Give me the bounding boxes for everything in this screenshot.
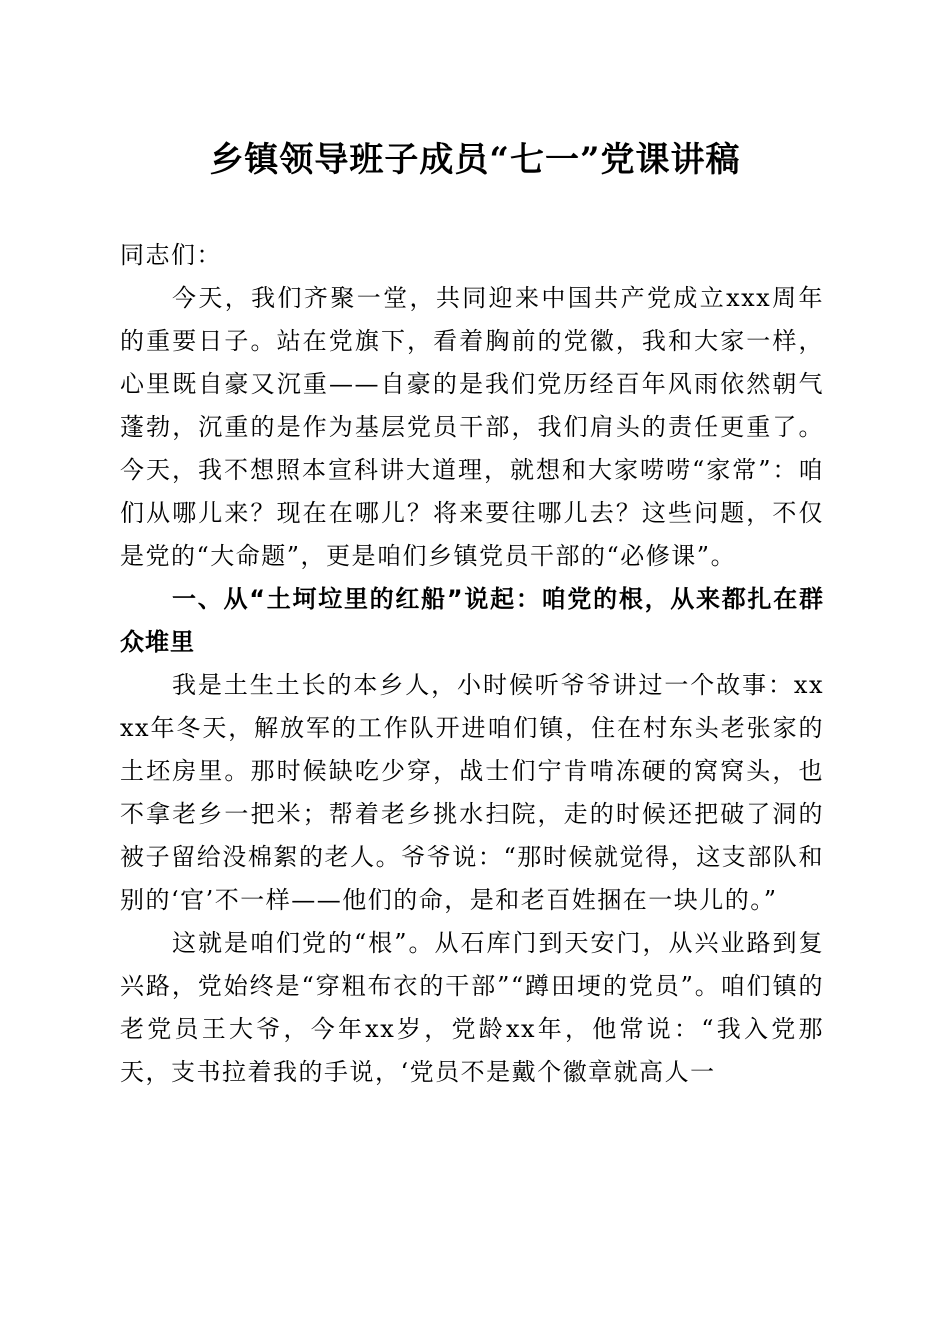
- document-body: [120, 234, 824, 1094]
- intro-paragraph: 今天，我们齐聚一堂，共同迎来中国共产党成立xxx周年的重要日子。站在党旗下，看着胸前的党徽，我和大家一样，心里既自豪又沉重——自豪的是我们党历经百年风雨依然朝气蓬勃，沉重的是作为基层党员干部，我们肩头的责任更重了。今天，我不想照本宣科讲大道理，就想和大家唠唠“家常”：咱们从哪儿来？现在在哪儿？将来要往哪儿去？这些问题，不仅是党的“大命题”，更是咱们乡镇党员干部的“必修课”。: [120, 284, 824, 570]
- section-heading: 一、从“土坷垃里的红船”说起：咱党的根，从来都扎在群众堆里: [120, 585, 824, 656]
- document-title: 乡镇领导班子成员“七一”党课讲稿: [209, 140, 741, 180]
- salutation: 同志们：: [120, 241, 222, 269]
- body-paragraph: 我是土生土长的本乡人，小时候听爷爷讲过一个故事：xxxx年冬天，解放军的工作队开进咱们镇，住在村东头老张家的土坯房里。那时候缺吃少穿，战士们宁肯啃冻硬的窝窝头，也不拿老乡一把米；帮着老乡挑水扫院，走的时候还把破了洞的被子留给没棉絮的老人。爷爷说：“那时候就觉得，这支部队和别的‘官’不一样——他们的命，是和老百姓捆在一块儿的。”: [120, 671, 824, 914]
- body-paragraph: 这就是咱们党的“根”。从石库门到天安门，从兴业路到复兴路，党始终是“穿粗布衣的干部”“蹲田埂的党员”。咱们镇的老党员王大爷，今年xx岁，党龄xx年，他常说：“我入党那天，支书拉着我的手说，‘党员不是戴个徽章就高人一: [120, 929, 824, 1086]
